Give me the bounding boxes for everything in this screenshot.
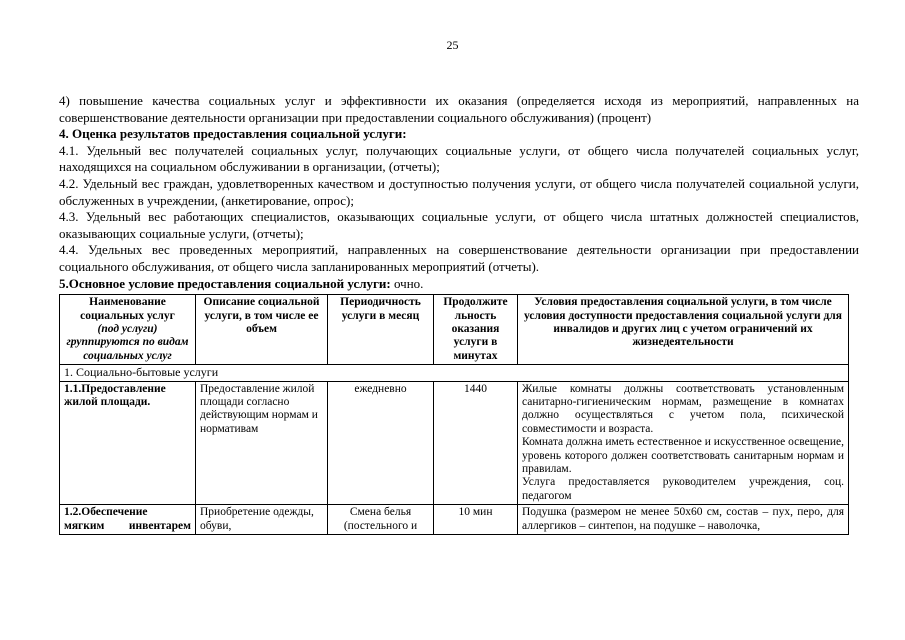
section-row-label: 1. Социально-бытовые услуги bbox=[60, 365, 849, 381]
header-description: Описание социальной услуги, в том числе ее объем bbox=[196, 295, 328, 365]
table-section-row bbox=[60, 365, 849, 381]
row-2-name-word-2: инвентарем bbox=[128, 519, 191, 532]
header-service-name bbox=[60, 295, 196, 365]
row-2-name-line-2 bbox=[64, 520, 191, 533]
section-4-item-1: 4.1. Удельный вес получателей социальных услуг, получающих социальные услуги, от общего числа получателей социальных услуг, находящихся на социальном обслуживании в организации, (отчеты); bbox=[59, 142, 859, 175]
row-1-name: 1.1.Предоставление жилой площади. bbox=[60, 381, 196, 505]
row-1-description: Предоставление жилой площади согласно действующим нормам и нормативам bbox=[196, 381, 328, 505]
header-frequency: Периодичность услуги в месяц bbox=[328, 295, 434, 365]
header-service-name-sub: (под услуги) группируются по видам социальных услуг bbox=[66, 322, 189, 362]
row-2-name bbox=[60, 505, 196, 535]
row-2-conditions: Подушка (размером не менее 50х60 см, состав – пух, перо, для аллергиков – синтепон, на подушке – наволочка, bbox=[518, 505, 849, 535]
section-5-heading-text: 5.Основное условие предоставления социальной услуги: bbox=[59, 275, 391, 291]
row-1-condition-1: Жилые комнаты должны соответствовать установленным санитарно-гигиеническим нормам, размещение в комнатах должно осуществляться с учетом пола, психической совместимости и возраста. bbox=[522, 382, 844, 435]
header-service-name-main: Наименование социальных услуг bbox=[80, 296, 175, 322]
services-table bbox=[59, 294, 849, 535]
section-5-value: очно. bbox=[394, 275, 424, 291]
header-duration: Продолжите льность оказания услуги в минутах bbox=[434, 295, 518, 365]
table-header-row bbox=[60, 295, 849, 365]
section-4-item-2: 4.2. Удельный вес граждан, удовлетворенных качеством и доступностью получения услуги, от общего числа получателей социальной услуги, обслуженных в учреждении, (анкетирование, опрос); bbox=[59, 175, 859, 208]
header-conditions: Условия предоставления социальной услуги, в том числе условия доступности предоставления социальной услуги для инвалидов и других лиц с учетом ограничений их жизнедеятельности bbox=[518, 295, 849, 365]
page-number: 25 bbox=[446, 38, 459, 52]
row-2-name-word-1: мягким bbox=[64, 519, 105, 532]
row-2-name-line-1: 1.2.Обеспечение bbox=[64, 506, 148, 519]
row-2-description: Приобретение одежды, обуви, bbox=[196, 505, 328, 535]
intro-paragraph: 4) повышение качества социальных услуг и эффективности их оказания (определяется исходя из мероприятий, направленных на совершенствование деятельности организации при предоставлении социального обслуживания) (процент) bbox=[59, 93, 859, 125]
table-row bbox=[60, 505, 849, 535]
section-5-heading bbox=[59, 276, 859, 293]
row-1-frequency: ежедневно bbox=[328, 381, 434, 505]
row-2-frequency: Смена белья (постельного и bbox=[328, 505, 434, 535]
row-1-conditions bbox=[518, 381, 849, 505]
document-body bbox=[59, 93, 859, 535]
section-4-heading: 4. Оценка результатов предоставления социальной услуги: bbox=[59, 126, 407, 142]
table-row bbox=[60, 381, 849, 505]
section-4-item-3: 4.3. Удельный вес работающих специалистов, оказывающих социальные услуги, от общего числа штатных должностей специалистов, оказывающих социальные услуги, (отчеты); bbox=[59, 209, 859, 241]
row-2-duration: 10 мин bbox=[434, 505, 518, 535]
row-1-duration: 1440 bbox=[434, 381, 518, 505]
row-1-condition-3: Услуга предоставляется руководителем учреждения, соц. педагогом bbox=[522, 476, 844, 502]
row-1-condition-2: Комната должна иметь естественное и искусственное освещение, уровень которого должен соответствовать санитарным нормам и правилам. bbox=[522, 436, 844, 475]
section-4-item-4: 4.4. Удельных вес проведенных мероприятий, направленных на совершенствование деятельности организации при предоставлении социального обслуживания, от общего числа запланированных мероприятий (отчеты). bbox=[59, 242, 859, 274]
